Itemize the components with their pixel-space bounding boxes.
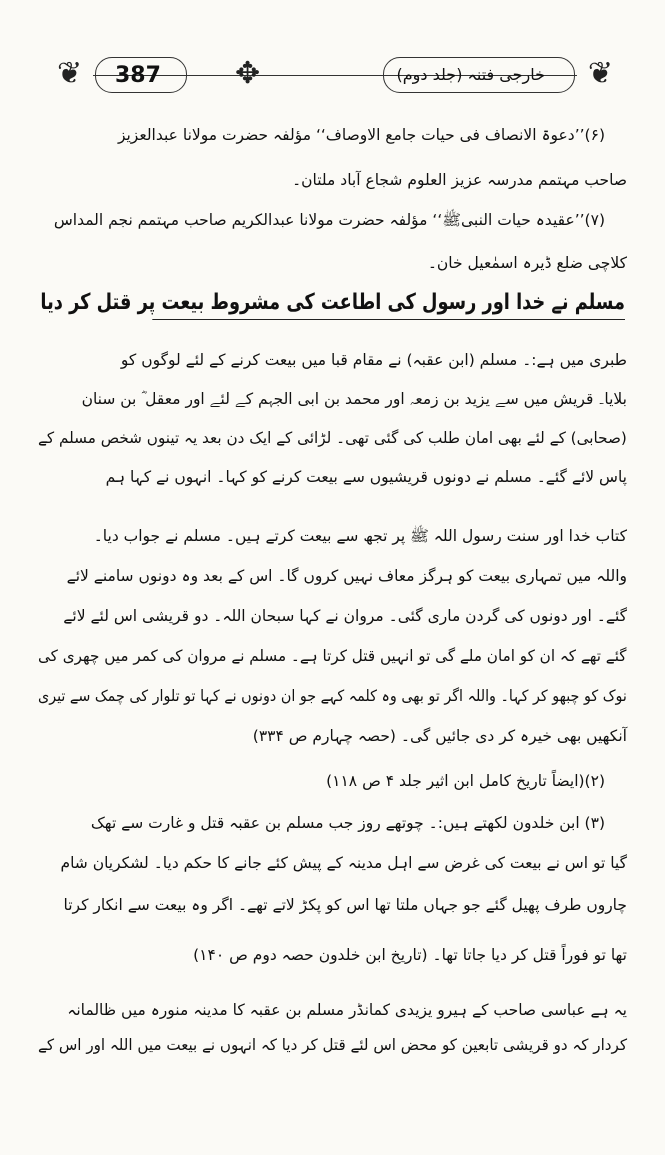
reference-line: کلاچی ضلع ڈیرہ اسمٰعیل خان۔ <box>427 254 627 272</box>
body-line: بلایا۔ قریش میں سے یزید بن زمعہ اور محمد بن ابی الجہم کے لئے اور معقل ؓ بن سنان <box>81 390 627 408</box>
body-line: کتاب خدا اور سنت رسول اللہ ﷺ پر تجھ سے بیعت کرتے ہیں۔ مسلم نے جواب دیا۔ <box>93 527 627 545</box>
body-line: گیا تو اس نے بیعت کی غرض سے اہل مدینہ کے پیش کئے جانے کا حکم دیا۔ لشکریان شام <box>60 854 627 872</box>
page-header <box>55 55 615 103</box>
body-line: واللہ میں تمہاری بیعت کو ہرگز معاف نہیں کروں گا۔ اس کے بعد وہ دونوں سامنے لائے <box>66 567 627 585</box>
reference-line: صاحب مہتمم مدرسہ عزیز العلوم شجاع آباد ملتان۔ <box>292 171 627 189</box>
body-line: طبری میں ہے:۔ مسلم (ابن عقبہ) نے مقام قبا میں بیعت کرنے کے لئے لوگوں کو <box>120 351 627 369</box>
reference-line: (۷)’’عقیدہ حیات النبیﷺ‘‘ مؤلفہ حضرت مولانا عبدالکریم صاحب مہتمم نجم المداس <box>53 211 605 229</box>
body-line: نوک کو چبھو کر کہا۔ واللہ اگر تو بھی وہ کلمہ کہے جو ان دونوں نے کہا تو تلوار کی چمک سے تیری <box>38 687 627 705</box>
ornament-icon: ❦ <box>587 56 613 91</box>
reference-line: (۶)’’دعوۃ الانصاف فی حیات جامع الاوصاف‘‘ مؤلفہ حضرت مولانا عبدالعزیز <box>117 126 605 144</box>
body-line: گئے۔ اور دونوں کی گردن ماری گئی۔ مروان نے کہا سبحان اللہ۔ دو قریشی اس لئے لائے <box>63 607 627 625</box>
body-line: چاروں طرف پھیل گئے جو جہاں ملتا تھا اس کو پکڑ لاتے تھے۔ اگر وہ بیعت سے انکار کرتا <box>63 896 627 914</box>
body-line: آنکھیں بھی خیرہ کر دی جائیں گی۔ (حصہ چہارم ص ۳۳۴) <box>252 727 627 745</box>
body-line: (صحابی) کے لئے بھی امان طلب کی گئی تھی۔ لڑائی کے ایک دن بعد یہ تینوں شخص مسلم کے <box>38 429 627 447</box>
section-heading: مسلم نے خدا اور رسول کی اطاعت کی مشروط بیعت پر قتل کر دیا <box>152 290 625 320</box>
running-title: خارجی فتنہ (جلد دوم) <box>396 65 545 84</box>
body-line: پاس لائے گئے۔ مسلم نے دونوں قریشیوں سے بیعت کرنے کو کہا۔ انہوں نے کہا ہم <box>105 468 627 486</box>
body-line: کردار کہ دو قریشی تابعین کو محض اس لئے قتل کر دیا کہ انہوں نے بیعت میں اللہ اور اس کے <box>37 1036 627 1054</box>
body-line: (۳) ابن خلدون لکھتے ہیں:۔ چوتھے روز جب مسلم بن عقبہ قتل و غارت سے تھک <box>90 814 605 832</box>
ornament-icon: ✥ <box>235 56 261 91</box>
body-line: یہ ہے عباسی صاحب کے ہیرو یزیدی کمانڈر مسلم بن عقبہ کا مدینہ منورہ میں ظالمانہ <box>67 1001 627 1019</box>
body-line: تھا تو فوراً قتل کر دیا جاتا تھا۔ (تاریخ ابن خلدون حصہ دوم ص ۱۴۰) <box>193 946 627 964</box>
page-number: 387 <box>115 63 161 88</box>
body-line: (۲)(ایضاً تاریخ کامل ابن اثیر جلد ۴ ص ۱۱۸) <box>326 772 605 790</box>
body-line: گئے تھے کہ ان کو امان ملے گی تو انہیں قتل کرتا ہے۔ مسلم نے مروان کی کمر میں چھری کی <box>38 647 627 665</box>
ornament-icon: ❦ <box>57 56 83 91</box>
